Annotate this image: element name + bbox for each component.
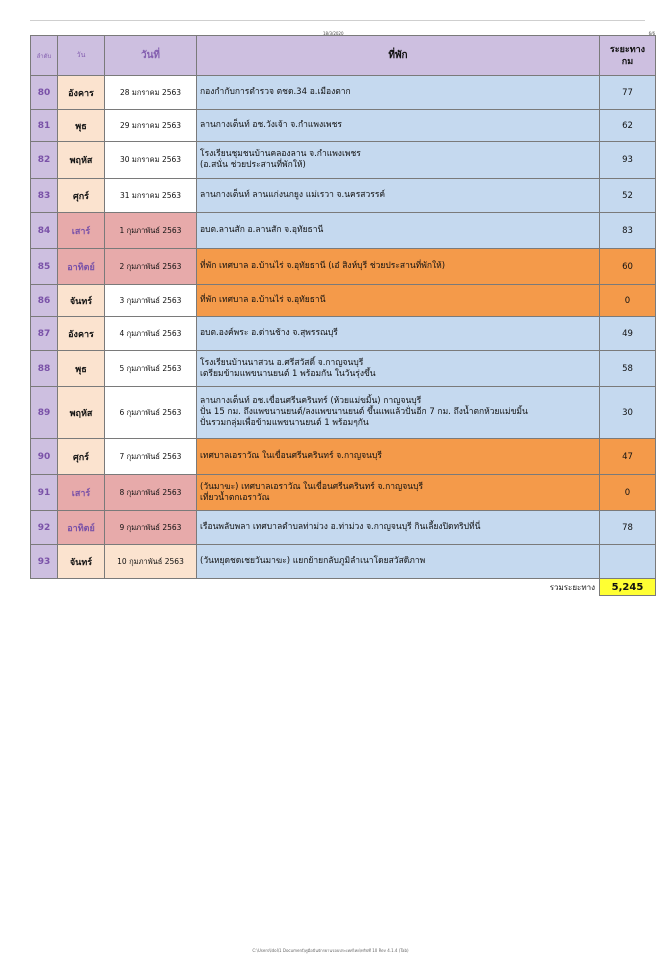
table-row [31,142,656,179]
row-number: 87 [31,317,58,351]
row-day: ศุกร์ [58,179,105,213]
row-distance [600,545,656,579]
row-place [197,317,600,351]
row-place [197,213,600,249]
row-number: 82 [31,142,58,179]
row-number: 81 [31,110,58,142]
total-label: รวมระยะทาง [549,582,595,592]
row-distance: 93 [600,142,656,179]
column-header-no: ลำดับ [31,36,58,76]
table-row [31,317,656,351]
row-number: 86 [31,285,58,317]
footer-path: C:\Users\Idol\1 Document\คู่มือปั่นจักรยานรอบประเทศไทย\ทริปที่ 10 Rev 4.1.4 (Tab) [252,948,409,953]
row-number: 85 [31,249,58,285]
row-date: 4 กุมภาพันธ์ 2563 [105,317,197,351]
row-distance: 52 [600,179,656,213]
place-line: เที่ยวน้ำตกเอราวัณ [200,492,270,503]
row-date: 5 กุมภาพันธ์ 2563 [105,351,197,387]
place-line: (อ.สนั่น ช่วยประสานที่พักให้) [200,160,306,170]
row-day: พุธ [58,110,105,142]
table-row [31,76,656,110]
place-line: ลานกางเต็นท์ ลานแก่งนกยูง แม่เรวา จ.นครสวรรค์ [200,190,386,200]
place-line: ที่พัก เทศบาล อ.บ้านไร่ จ.อุทัยธานี (เอ๋ สิงห์บุรี ช่วยประสานที่พักให้) [200,261,446,271]
total-value: 5,245 [600,579,656,596]
row-day: อาทิตย์ [58,249,105,285]
place-line: ปั่นรวมกลุ่มเพื่อข้ามแพขนานยนต์ 1 พร้อมๆกัน [200,418,369,428]
header-row [31,36,656,76]
place-line: อบต.ลานสัก อ.ลานสัก จ.อุทัยธานี [200,225,324,235]
row-date: 9 กุมภาพันธ์ 2563 [105,511,197,545]
itinerary-table [30,35,656,596]
row-distance: 30 [600,387,656,439]
place-line: (วันหยุดชดเชยวันมาฆะ) แยกย้ายกลับภูมิลำเนาโดยสวัสดิภาพ [200,556,426,566]
distance-header-line2: กม [621,56,634,67]
total-spacer [31,579,197,596]
row-number: 92 [31,511,58,545]
row-distance: 60 [600,249,656,285]
row-day: พุธ [58,351,105,387]
row-day: ศุกร์ [58,439,105,475]
row-date: 2 กุมภาพันธ์ 2563 [105,249,197,285]
row-place [197,545,600,579]
table-row [31,351,656,387]
row-number: 88 [31,351,58,387]
row-day: จันทร์ [58,285,105,317]
row-distance: 77 [600,76,656,110]
table-row [31,213,656,249]
row-distance: 47 [600,439,656,475]
row-day: เสาร์ [58,475,105,511]
place-line: อบต.องค์พระ อ.ด่านช้าง จ.สุพรรณบุรี [200,328,338,338]
place-line: ปั่น 15 กม. ถึงแพขนานยนต์/ลงแพขนานยนต์ ขึ้นแพแล้วปั่นอีก 7 กม. ถึงน้ำตกห้วยแม่ขมิ้น [200,407,528,417]
row-date: 3 กุมภาพันธ์ 2563 [105,285,197,317]
table-row [31,179,656,213]
row-number: 91 [31,475,58,511]
distance-header-line1: ระยะทาง [609,44,646,55]
row-number: 83 [31,179,58,213]
row-date: 29 มกราคม 2563 [105,110,197,142]
row-date: 31 มกราคม 2563 [105,179,197,213]
row-date: 7 กุมภาพันธ์ 2563 [105,439,197,475]
table-row [31,475,656,511]
row-date: 10 กุมภาพันธ์ 2563 [105,545,197,579]
row-place [197,387,600,439]
row-distance: 0 [600,285,656,317]
row-place [197,179,600,213]
row-distance: 78 [600,511,656,545]
row-place [197,76,600,110]
table-row [31,110,656,142]
place-line: (วันมาฆะ) เทศบาลเอราวัณ ในเขื่อนศรีนครินทร์ จ.กาญจนบุรี [200,481,424,492]
row-number: 89 [31,387,58,439]
place-line: เรือนพลับพลา เทศบาลตำบลท่าม่วง อ.ท่าม่วง จ.กาญจนบุรี กินเลี้ยงปิดทริปที่นี่ [200,522,481,532]
row-day: อังคาร [58,76,105,110]
row-date: 8 กุมภาพันธ์ 2563 [105,475,197,511]
table-row [31,511,656,545]
top-rule [30,20,645,21]
row-day: อาทิตย์ [58,511,105,545]
row-distance: 49 [600,317,656,351]
place-line: ที่พัก เทศบาล อ.บ้านไร่ จ.อุทัยธานี [200,295,326,305]
column-header-distance [600,36,656,76]
table-row [31,285,656,317]
row-day: อังคาร [58,317,105,351]
row-place [197,285,600,317]
row-place [197,142,600,179]
row-date: 6 กุมภาพันธ์ 2563 [105,387,197,439]
row-day: จันทร์ [58,545,105,579]
row-place [197,439,600,475]
row-date: 30 มกราคม 2563 [105,142,197,179]
page-number: 6/6 [648,31,655,36]
row-place [197,475,600,511]
row-distance: 62 [600,110,656,142]
place-line: โรงเรียนบ้านนาสวน อ.ศรีสวัสดิ์ จ.กาญจนบุรี [200,357,364,368]
column-header-place: ที่พัก [197,36,600,76]
row-number: 93 [31,545,58,579]
place-line: เตรียมข้ามแพขนานยนต์ 1 พร้อมกัน ในวันรุ่งขึ้น [200,368,376,379]
table-row [31,545,656,579]
row-distance: 0 [600,475,656,511]
row-day: เสาร์ [58,213,105,249]
row-number: 80 [31,76,58,110]
row-distance: 83 [600,213,656,249]
place-line: เทศบาลเอราวัณ ในเขื่อนศรีนครินทร์ จ.กาญจนบุรี [200,451,382,461]
row-date: 28 มกราคม 2563 [105,76,197,110]
row-place [197,110,600,142]
total-row [31,579,656,596]
place-line: โรงเรียนชุมชนบ้านคลองลาน จ.กำแพงเพชร [200,149,361,159]
row-place [197,351,600,387]
row-number: 90 [31,439,58,475]
place-line: กองกำกับการตำรวจ ตชด.34 อ.เมืองตาก [200,87,351,97]
row-distance: 58 [600,351,656,387]
column-header-date: วันที่ [105,36,197,76]
place-line: ลานกางเต็นท์ อช.วังเจ้า จ.กำแพงเพชร [200,120,342,130]
table-row [31,439,656,475]
row-day: พฤหัส [58,142,105,179]
row-day: พฤหัส [58,387,105,439]
row-date: 1 กุมภาพันธ์ 2563 [105,213,197,249]
row-place [197,249,600,285]
row-number: 84 [31,213,58,249]
table-row [31,249,656,285]
print-date: 18/3/2020 [323,31,344,36]
place-line: ลานกางเต็นท์ อช.เขื่อนศรีนครินทร์ (ห้วยแม่ขมิ้น) กาญจนบุรี [200,396,422,406]
table-row [31,387,656,439]
row-place [197,511,600,545]
column-header-day: วัน [58,36,105,76]
